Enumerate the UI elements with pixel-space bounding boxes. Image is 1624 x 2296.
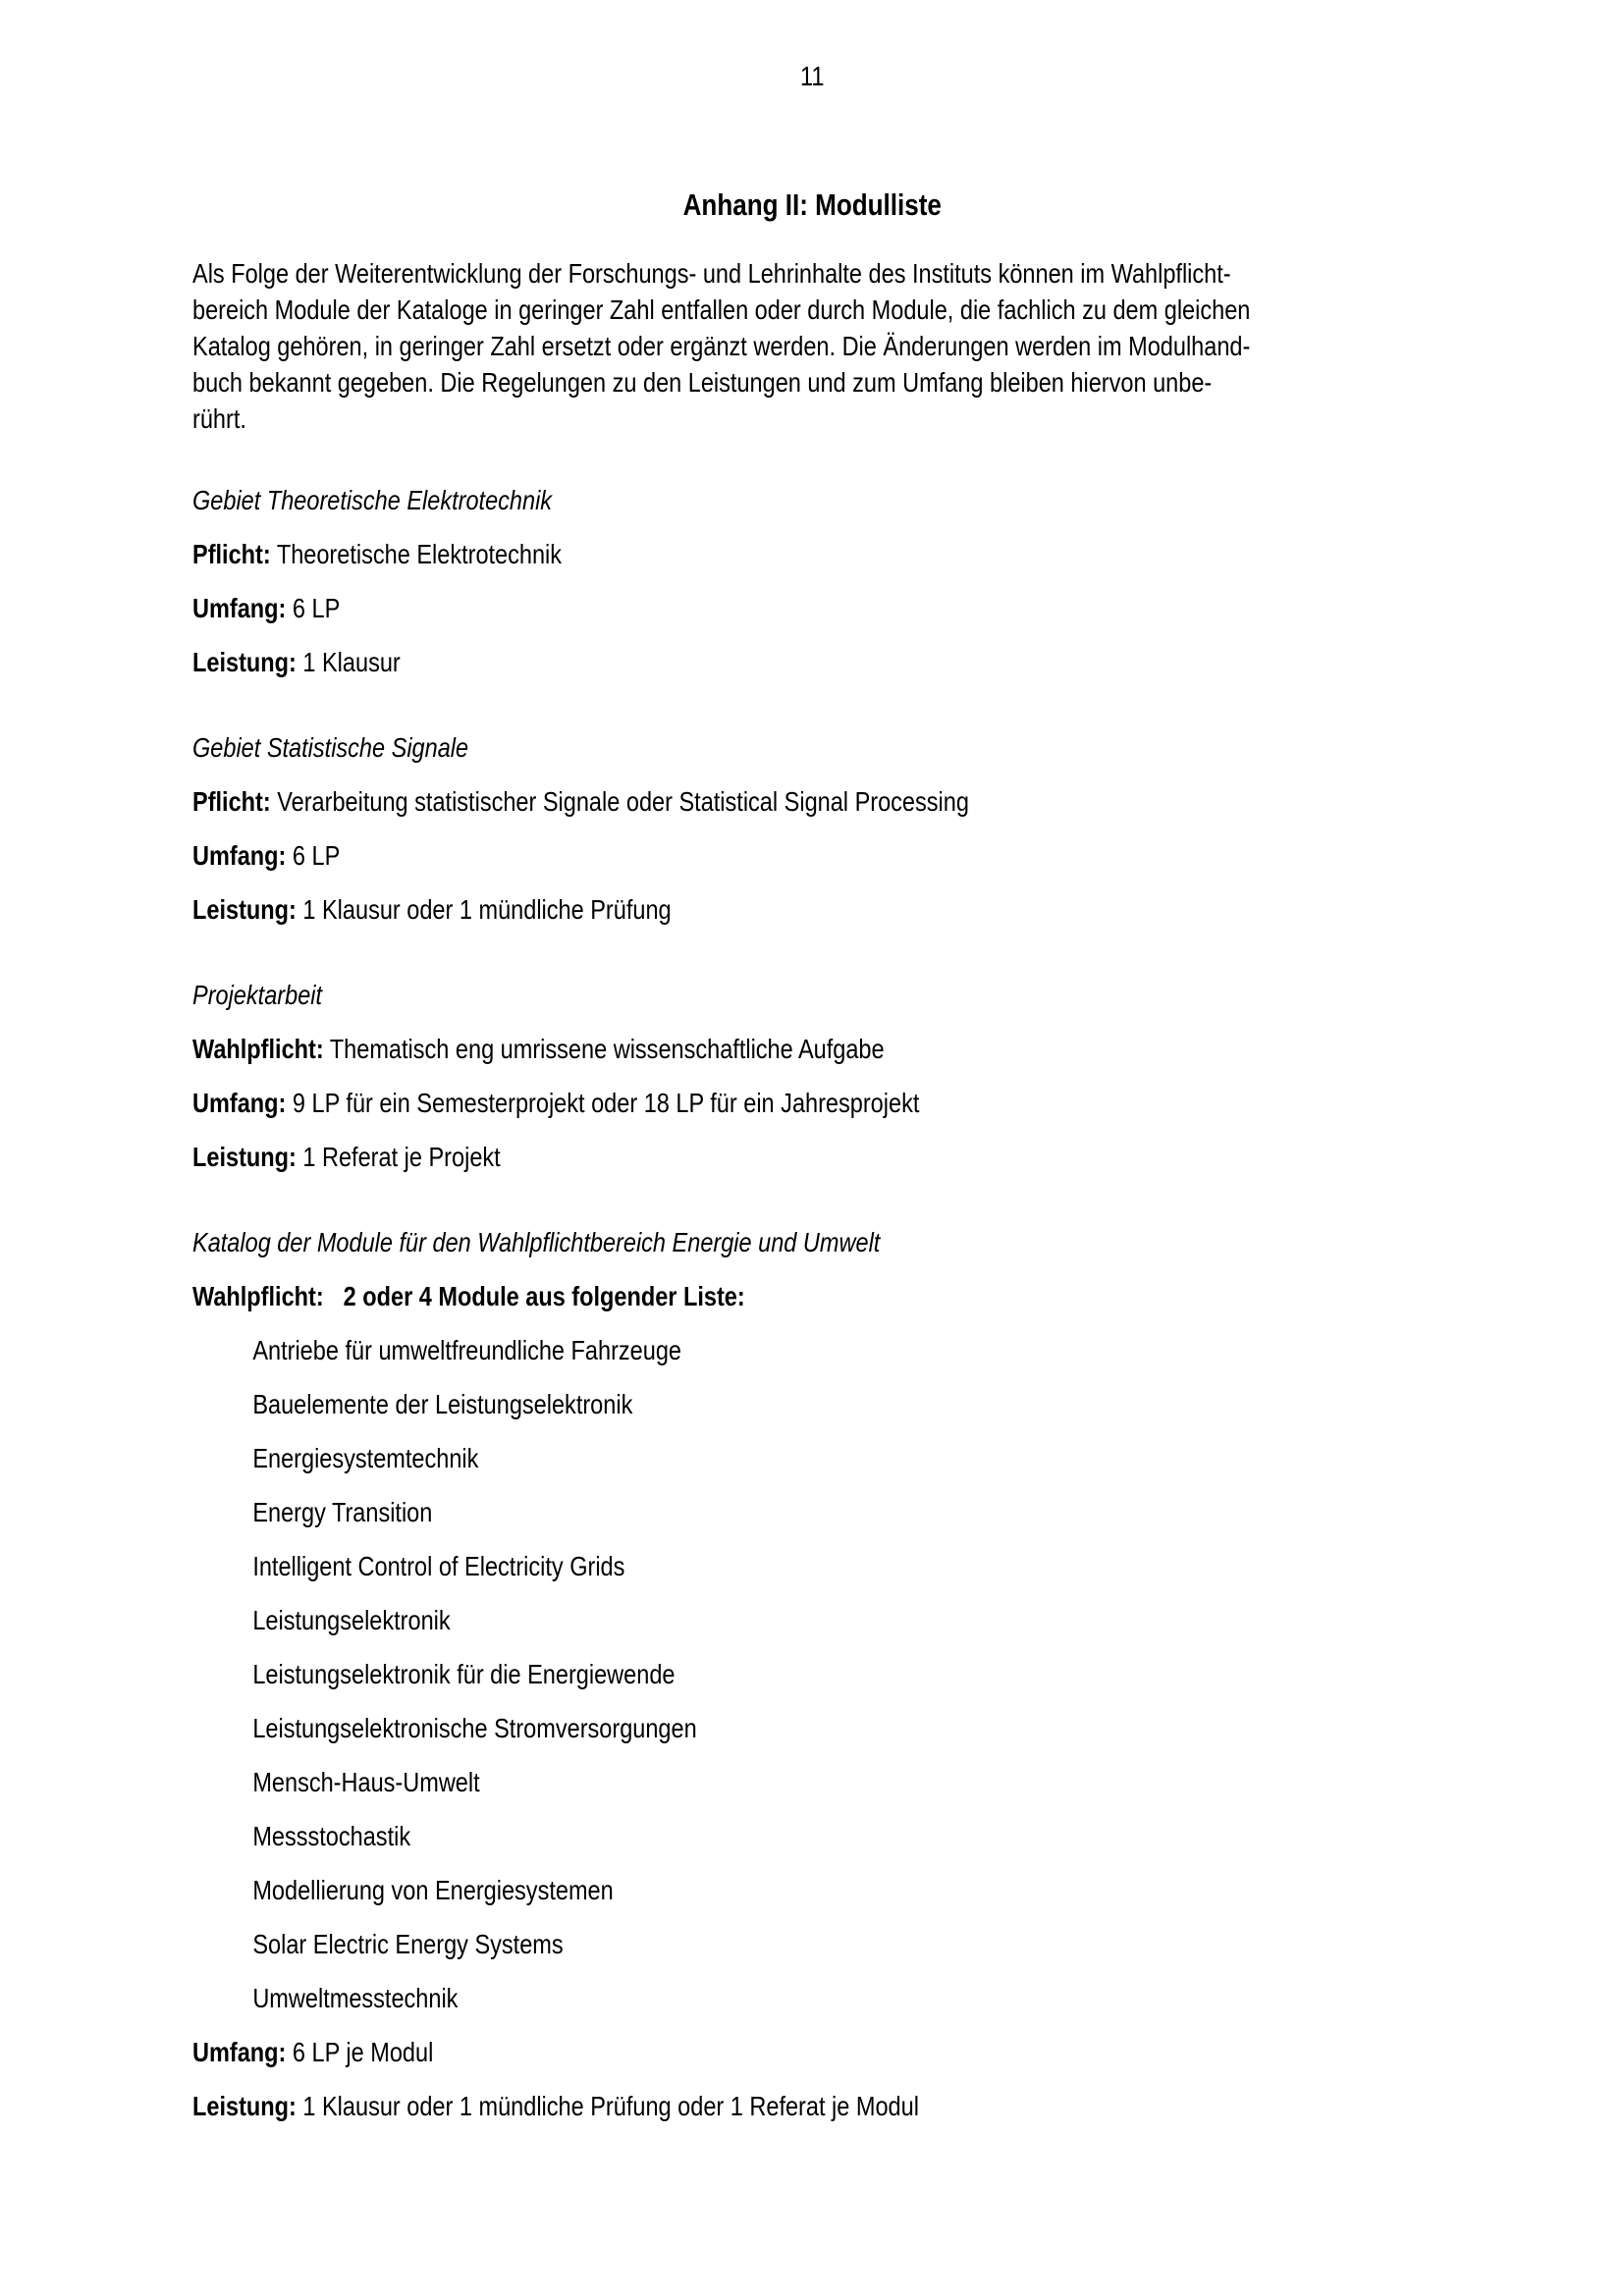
field-umfang [192, 2030, 1433, 2074]
field-label: Umfang: [192, 593, 287, 623]
module-list-item: Mensch-Haus-Umwelt [252, 1767, 480, 1797]
section-heading: Gebiet Theoretische Elektrotechnik [192, 485, 553, 515]
field-label: Umfang: [192, 2037, 287, 2067]
section-theoretische-elektrotechnik [192, 478, 1433, 684]
field-value: 1 Klausur [302, 647, 401, 677]
section-statistische-signale [192, 725, 1433, 932]
field-pflicht [192, 532, 1433, 576]
intro-line: bereich Module der Kataloge in geringer Zahl entfallen oder durch Module, die fachlich zu dem gleichen [192, 294, 1251, 325]
field-value: 2 oder 4 Module aus folgender Liste: [343, 1281, 745, 1311]
module-list-item: Antriebe für umweltfreundliche Fahrzeuge [252, 1335, 681, 1365]
intro-line: rührt. [192, 403, 246, 434]
field-label: Wahlpflicht: [192, 1281, 324, 1311]
intro-paragraph [192, 255, 1433, 437]
module-list-item: Energiesystemtechnik [252, 1443, 479, 1473]
field-label: Pflicht: [192, 786, 271, 817]
field-leistung [192, 2084, 1433, 2128]
field-value: 6 LP je Modul [292, 2037, 434, 2067]
module-list-item: Bauelemente der Leistungselektronik [252, 1389, 633, 1419]
page-number: 11 [800, 61, 825, 91]
field-pflicht [192, 779, 1433, 824]
field-value: Verarbeitung statistischer Signale oder Statistical Signal Processing [277, 786, 969, 817]
field-label: Leistung: [192, 1142, 297, 1172]
field-value: 1 Klausur oder 1 mündliche Prüfung oder 1 Referat je Modul [302, 2091, 919, 2121]
field-value: Theoretische Elektrotechnik [276, 539, 563, 569]
field-label: Leistung: [192, 647, 297, 677]
section-projektarbeit [192, 973, 1433, 1179]
field-label: Leistung: [192, 2091, 297, 2121]
module-list-item: Leistungselektronik [252, 1605, 451, 1635]
field-label: Umfang: [192, 1088, 287, 1118]
section-heading: Katalog der Module für den Wahlpflichtbereich Energie und Umwelt [192, 1227, 881, 1257]
field-umfang [192, 586, 1433, 630]
field-value: 9 LP für ein Semesterprojekt oder 18 LP für ein Jahresprojekt [292, 1088, 920, 1118]
section-heading: Gebiet Statistische Signale [192, 732, 469, 763]
field-value: 1 Klausur oder 1 mündliche Prüfung [302, 894, 672, 925]
module-list-item: Umweltmesstechnik [252, 1983, 459, 2013]
field-label: Wahlpflicht: [192, 1034, 324, 1064]
field-value: 1 Referat je Projekt [302, 1142, 501, 1172]
module-list-item: Leistungselektronische Stromversorgungen [252, 1713, 697, 1743]
page-content [192, 61, 1433, 2128]
module-list [192, 1328, 1433, 2020]
module-list-item: Modellierung von Energiesystemen [252, 1875, 614, 1905]
field-label: Pflicht: [192, 539, 271, 569]
field-label: Umfang: [192, 840, 287, 871]
section-heading: Projektarbeit [192, 980, 323, 1010]
field-leistung [192, 887, 1433, 932]
intro-line: buch bekannt gegeben. Die Regelungen zu den Leistungen und zum Umfang bleiben hiervon unbe- [192, 367, 1213, 398]
field-value: Thematisch eng umrissene wissenschaftliche Aufgabe [329, 1034, 885, 1064]
field-label: Leistung: [192, 894, 297, 925]
field-leistung [192, 1135, 1433, 1179]
module-list-item: Energy Transition [252, 1497, 433, 1527]
module-list-item: Leistungselektronik für die Energiewende [252, 1659, 676, 1689]
intro-line: Als Folge der Weiterentwicklung der Forschungs- und Lehrinhalte des Instituts können im Wahlpflicht- [192, 258, 1231, 289]
field-umfang [192, 1081, 1433, 1125]
module-list-item: Solar Electric Energy Systems [252, 1929, 564, 1959]
field-umfang [192, 833, 1433, 878]
intro-line: Katalog gehören, in geringer Zahl ersetzt oder ergänzt werden. Die Änderungen werden im Modulhand- [192, 331, 1251, 361]
field-value: 6 LP [292, 593, 341, 623]
field-value: 6 LP [292, 840, 341, 871]
section-katalog-energie-und-umwelt [192, 1220, 1433, 2128]
field-leistung [192, 640, 1433, 684]
field-wahlpflicht [192, 1027, 1433, 1071]
module-list-item: Messstochastik [252, 1821, 411, 1851]
page-title: Anhang II: Modulliste [682, 187, 942, 222]
field-wahlpflicht-requirement [192, 1274, 1433, 1318]
module-list-item: Intelligent Control of Electricity Grids [252, 1551, 625, 1581]
